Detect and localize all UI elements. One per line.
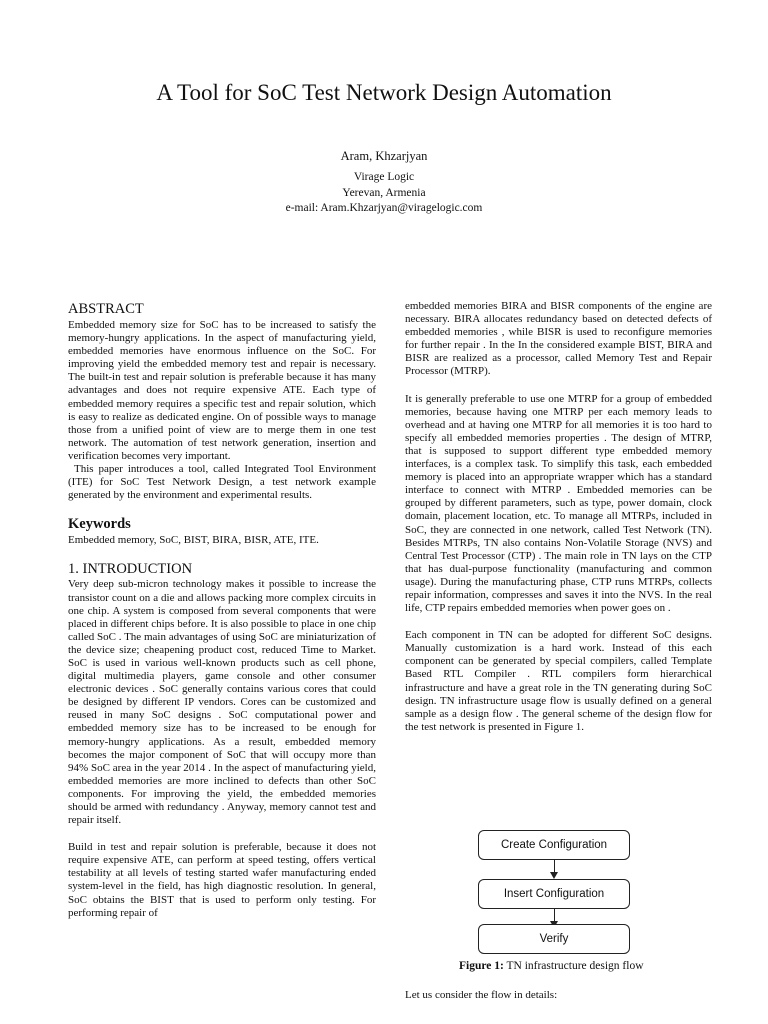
after-figure-text: Let us consider the flow in details: <box>405 989 558 1001</box>
flow-arrow-line <box>554 909 555 921</box>
figure-caption-label: Figure 1: <box>459 960 504 972</box>
keywords-heading: Keywords <box>68 516 131 533</box>
abstract-text-2: This paper introduces a tool, called Integrated Tool Environment (ITE) for SoC Test Network Design, a test network example generated by the environment and experimental results. <box>68 463 376 502</box>
keywords-text: Embedded memory, SoC, BIST, BIRA, BISR, ATE, ITE. <box>68 534 319 547</box>
introduction-paragraph-2: Build in test and repair solution is preferable, because it does not require expensive ATE, can perform at speed testing, offers vertical testability at all levels of testing started wafer manufacturing ended system-level in the field, has high diagnostic resolution. In general, SoC obtains the BIST that is used to perform only testing. For performing repair of <box>68 841 376 919</box>
right-paragraph-3: Each component in TN can be adopted for different SoC designs. Manually customization is a hard work. Instead of this each component can be generated by special compilers, called Template Based RTL Compiler . RTL compilers form hierarchical infrastructure and have a great role in the TN generating during SoC design. TN infrastructure usage flow is usually defined on a general sample as a design flow . The general scheme of the design flow for the test network is presented in Figure 1. <box>405 629 712 733</box>
right-paragraph-2: It is generally preferable to use one MTRP for a group of embedded memories, because having one MTRP per each memory leads to overhead and at having one MTRP for all memories it is too hard to specify all embedded memories properties . The design of MTRP, that is supposed to support different type embedded memory interfaces, is a complex task. To simplify this task, each embedded memory is placed into an appropriate wrapper which has a standard interface to connect with MTRP . Embedded memories can be grouped by different parameters, such as type, power domain, clock domain, placement location, etc. To manage all MTRPs, included in SoC, they are connected in one network, called Test Network (TN). Besides MTRPs, TN also contains Non-Volatile Storage (NVS) and Central Test Processor (CTP) . The main role in TN lays on the CTP that has dual-purpose functionality (manufacturing and common usage). During the manufacturing phase, CTP runs MTRPs, collects repair information, compresses and saves it into the NVS. In the real life, CTP repairs embedded memories when power goes on . <box>405 392 712 615</box>
affiliation <box>0 170 768 217</box>
abstract-text: Embedded memory size for SoC has to be increased to satisfy the memory-hungry applications. In the aspect of manufacturing yield, embedded memories have enormous influence on the SoC. For improving yield the embedded memory test and repair is necessary. The built-in test and repair solution is preferable because it has many advantages and does not require expensive ATE. Each type of embedded memory requires a specific test and repair solution, which is easy to realize as dedicated engine. On of possible ways to manage those from a unified point of view are to merge them in one test network. The automation of test network generation, insertion and verification becomes very important. <box>68 319 376 462</box>
paper-title: A Tool for SoC Test Network Design Automation <box>156 80 612 105</box>
figure-caption <box>459 960 644 972</box>
affiliation-org: Virage Logic <box>353 171 415 183</box>
introduction-paragraph-1: Very deep sub-micron technology makes it possible to increase the transistor count on a die and allows packing more complex circuits in one chip. A system is composed from several components that were placed in different chips before. It is also possible to place in one chip called SoC . The main advantages of using SoC are miniaturization of the device size; cheapening product cost, reduced Time to Market. SoC is used in various well-known products such as cell phone, digital multimedia players, game console and other consumer electronic devices . SoC generally contains various cores that could be designed by different IP vendors. Cores can be customized and reused in many SoC designs . SoC computational power and embedded memory size has to be increased to be enough for memory-hungry applications. As a result, embedded memory becomes the major component of SoC that will occupy more than 94% SoC area in the year 2014 . In the aspect of manufacturing yield, embedded memories are more inclined to defects than other SoC components. For improving the yield, the embedded memories should be armed with redundancy . Anyway, memory cannot test and repair itself. <box>68 578 376 827</box>
affiliation-email: e-mail: Aram.Khzarjyan@viragelogic.com <box>285 202 483 214</box>
flow-box-insert-configuration: Insert Configuration <box>478 879 630 909</box>
flow-box-verify: Verify <box>478 924 630 954</box>
right-column <box>405 300 712 734</box>
introduction-heading: 1. INTRODUCTION <box>68 561 193 578</box>
affiliation-location: Yerevan, Armenia <box>342 186 426 199</box>
figure-caption-text: TN infrastructure design flow <box>503 960 644 972</box>
abstract-heading: ABSTRACT <box>68 301 144 317</box>
authors: Aram, Khzarjyan <box>340 149 428 163</box>
right-paragraph-1: embedded memories BIRA and BISR components of the engine are necessary. BIRA allocates redundancy based on detected defects of embedded memories , while BISR is used to reconfigure memories for further repair . In the In the considered example BIST, BIRA and BISR are realized as a processor, called Memory Test and Repair Processor (MTRP). <box>405 300 712 378</box>
flow-arrowhead-icon <box>550 872 558 879</box>
flow-box-create-configuration: Create Configuration <box>478 830 630 860</box>
left-column <box>68 300 376 920</box>
flow-arrow-line <box>554 860 555 872</box>
